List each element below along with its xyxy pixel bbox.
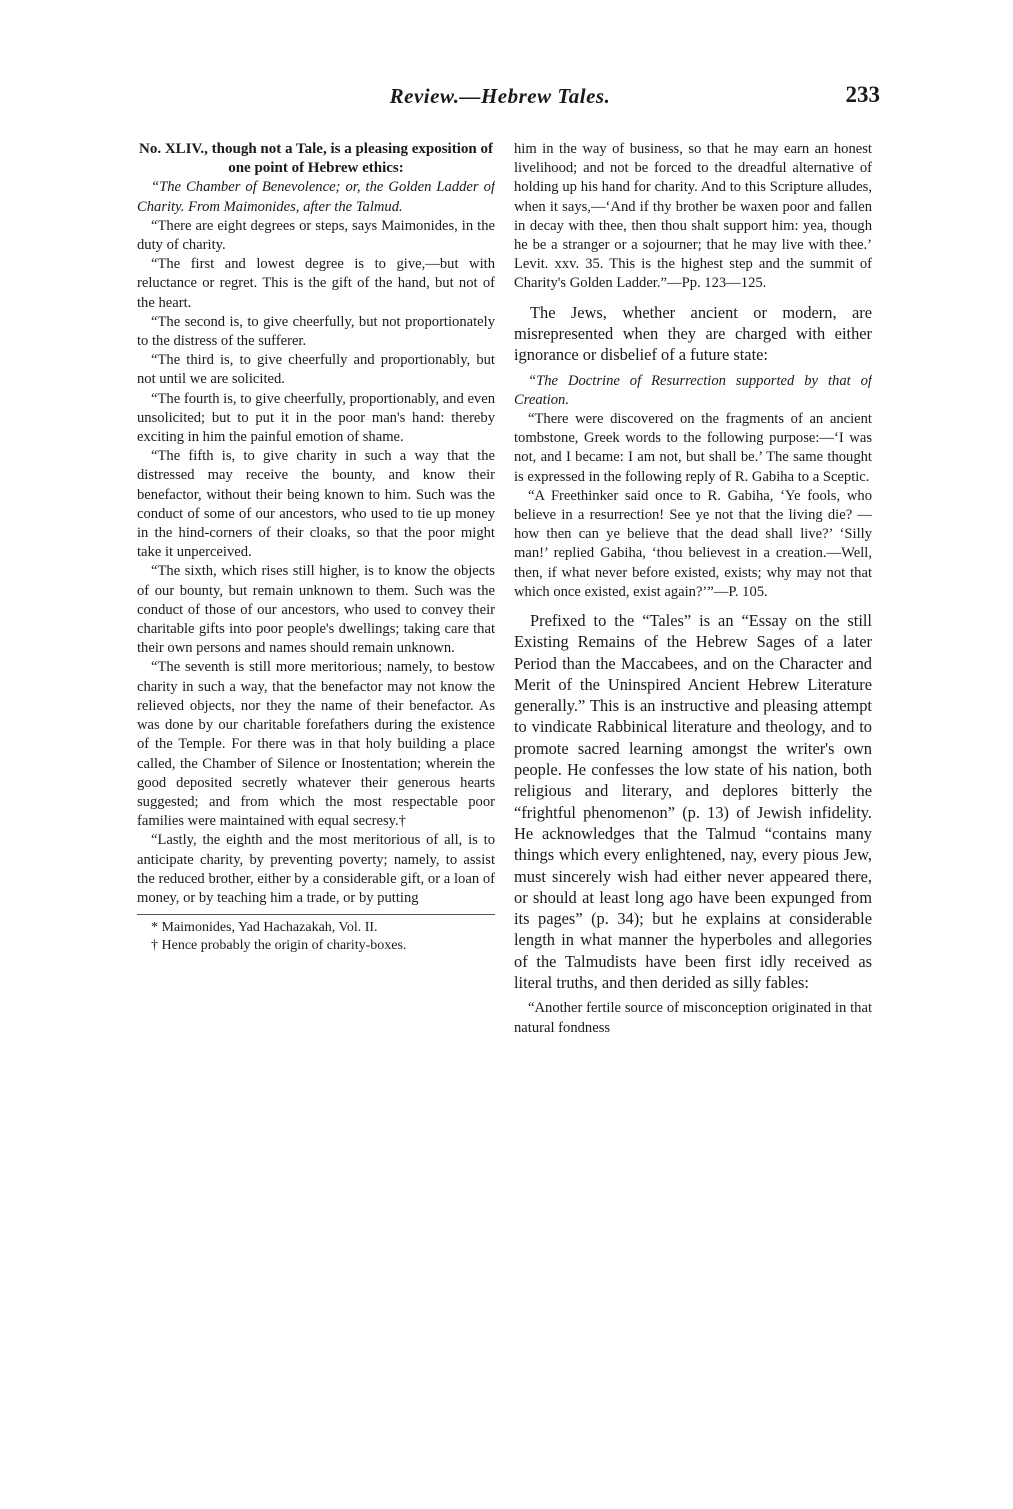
paragraph: “There are eight degrees or steps, says Maimonides, in the duty of charity. [137, 217, 495, 254]
right-column [514, 140, 872, 1430]
section-heading: No. XLIV., though not a Tale, is a pleasing exposition of one point of Hebrew ethics: [139, 141, 493, 177]
paragraph: him in the way of business, so that he may earn an honest livelihood; and not be forced to the dreadful alternative of holding up his hand for charity. And to this Scripture alludes, when it says,—‘And if thy brother be waxen poor and fallen in decay with thee, then thou shalt support him: yea, though he be a stranger or a sojourner; that he may live with thee.’ Levit. xxv. 35. This is the highest step and the summit of Charity's Golden Ladder.”—Pp. 123—125. [514, 141, 872, 292]
footnote: * Maimonides, Yad Hachazakah, Vol. II. [151, 920, 378, 936]
quote-title: “The Chamber of Benevolence; or, the Golden Ladder of Charity. From Maimonides, after the Talmud. [137, 179, 495, 215]
paragraph: “Another fertile source of misconception originated in that natural fondness [514, 1000, 872, 1036]
running-head [120, 78, 880, 118]
paragraph: “The third is, to give cheerfully and proportionably, but not until we are solicited. [137, 352, 495, 388]
paragraph: “The fifth is, to give charity in such a way that the distressed may receive the bounty, and know their benefactor, without their being known to him. Such was the conduct of some of our ancestors, who used to tie up money in the hind-corners of their cloaks, so that the poor might take it unperceived. [137, 448, 495, 561]
paragraph: “The seventh is still more meritorious; namely, to bestow charity in such a way, that the benefactor may not know the relieved objects, nor they the name of their benefactor. As was done by our charitable forefathers during the existence of the Temple. For there was in that holy building a place called, the Chamber of Silence or Inostentation; wherein the good deposited secretly whatever their generous hearts suggested; and from which the most respectable poor families were maintained with equal secresy.† [137, 659, 495, 830]
body-paragraph: Prefixed to the “Tales” is an “Essay on the still Existing Remains of the Hebrew Sages of a later Period than the Maccabees, and on the Character and Merit of the Uninspired Ancient Hebrew Literature generally.” This is an instructive and pleasing attempt to vindicate Rabbinical literature and theology, and to promote sacred learning amongst the writer's own people. He confesses the low state of his nation, both religious and literary, and deplores bitterly the “frightful phenomenon” (p. 13) of Jewish infidelity. He acknowledges that the Talmud “contains many things which every enlightened, nay, every pious Jew, must sincerely wish had either never appeared there, or should at least long ago have been expunged from its pages” (p. 34); but he explains at considerable length in what manner the hyperboles and allegories of the Talmudists have been first idly received as literal truths, and then derided as silly fables: [514, 610, 872, 992]
paragraph: “Lastly, the eighth and the most meritorious of all, is to anticipate charity, by preventing poverty; namely, to assist the reduced brother, either by a considerable gift, or a loan of money, or by teaching him a trade, or by putting [137, 832, 495, 906]
paragraph: “There were discovered on the fragments of an ancient tombstone, Greek words to the following purpose:—‘I was not, and I became: I am not, but shall be.’ The same thought is expressed in the following reply of R. Gabiha to a Sceptic. [514, 410, 872, 485]
paragraph: “The fourth is, to give cheerfully, proportionably, and even unsolicited; but to put it in the poor man's hand: thereby exciting in him the painful emotion of shame. [137, 390, 495, 446]
body-paragraph: The Jews, whether ancient or modern, are misrepresented when they are charged with either ignorance or disbelief of a future state: [514, 302, 872, 365]
running-head-title: Review.—Hebrew Tales. [389, 84, 611, 108]
paragraph: “The sixth, which rises still higher, is to know the objects of our bounty, but remain unknown to them. Such was the conduct of those of our ancestors, who used to convey their charitable gifts into poor people's dwellings; taking care that their own persons and names should remain unknown. [137, 563, 495, 657]
paragraph: “The first and lowest degree is to give,—but with reluctance or regret. This is the gift of the hand, but not of the heart. [137, 256, 495, 311]
footnotes [137, 914, 495, 955]
footnote: † Hence probably the origin of charity-boxes. [151, 938, 407, 954]
left-column [137, 140, 495, 1430]
quote-title: “The Doctrine of Resurrection supported by that of Creation. [514, 372, 872, 408]
paragraph: “A Freethinker said once to R. Gabiha, ‘Ye fools, who believe in a resurrection! See ye not that the living die? —how then can ye believe that the dead shall live?’ ‘Silly man!’ replied Gabiha, ‘thou believest in a creation.—Well, then, if what never before existed, exists; why may not that which once existed, exist again?’”—P. 105. [514, 487, 872, 600]
page-number: 233 [845, 82, 880, 107]
paragraph: “The second is, to give cheerfully, but not proportionately to the distress of the sufferer. [137, 313, 495, 350]
